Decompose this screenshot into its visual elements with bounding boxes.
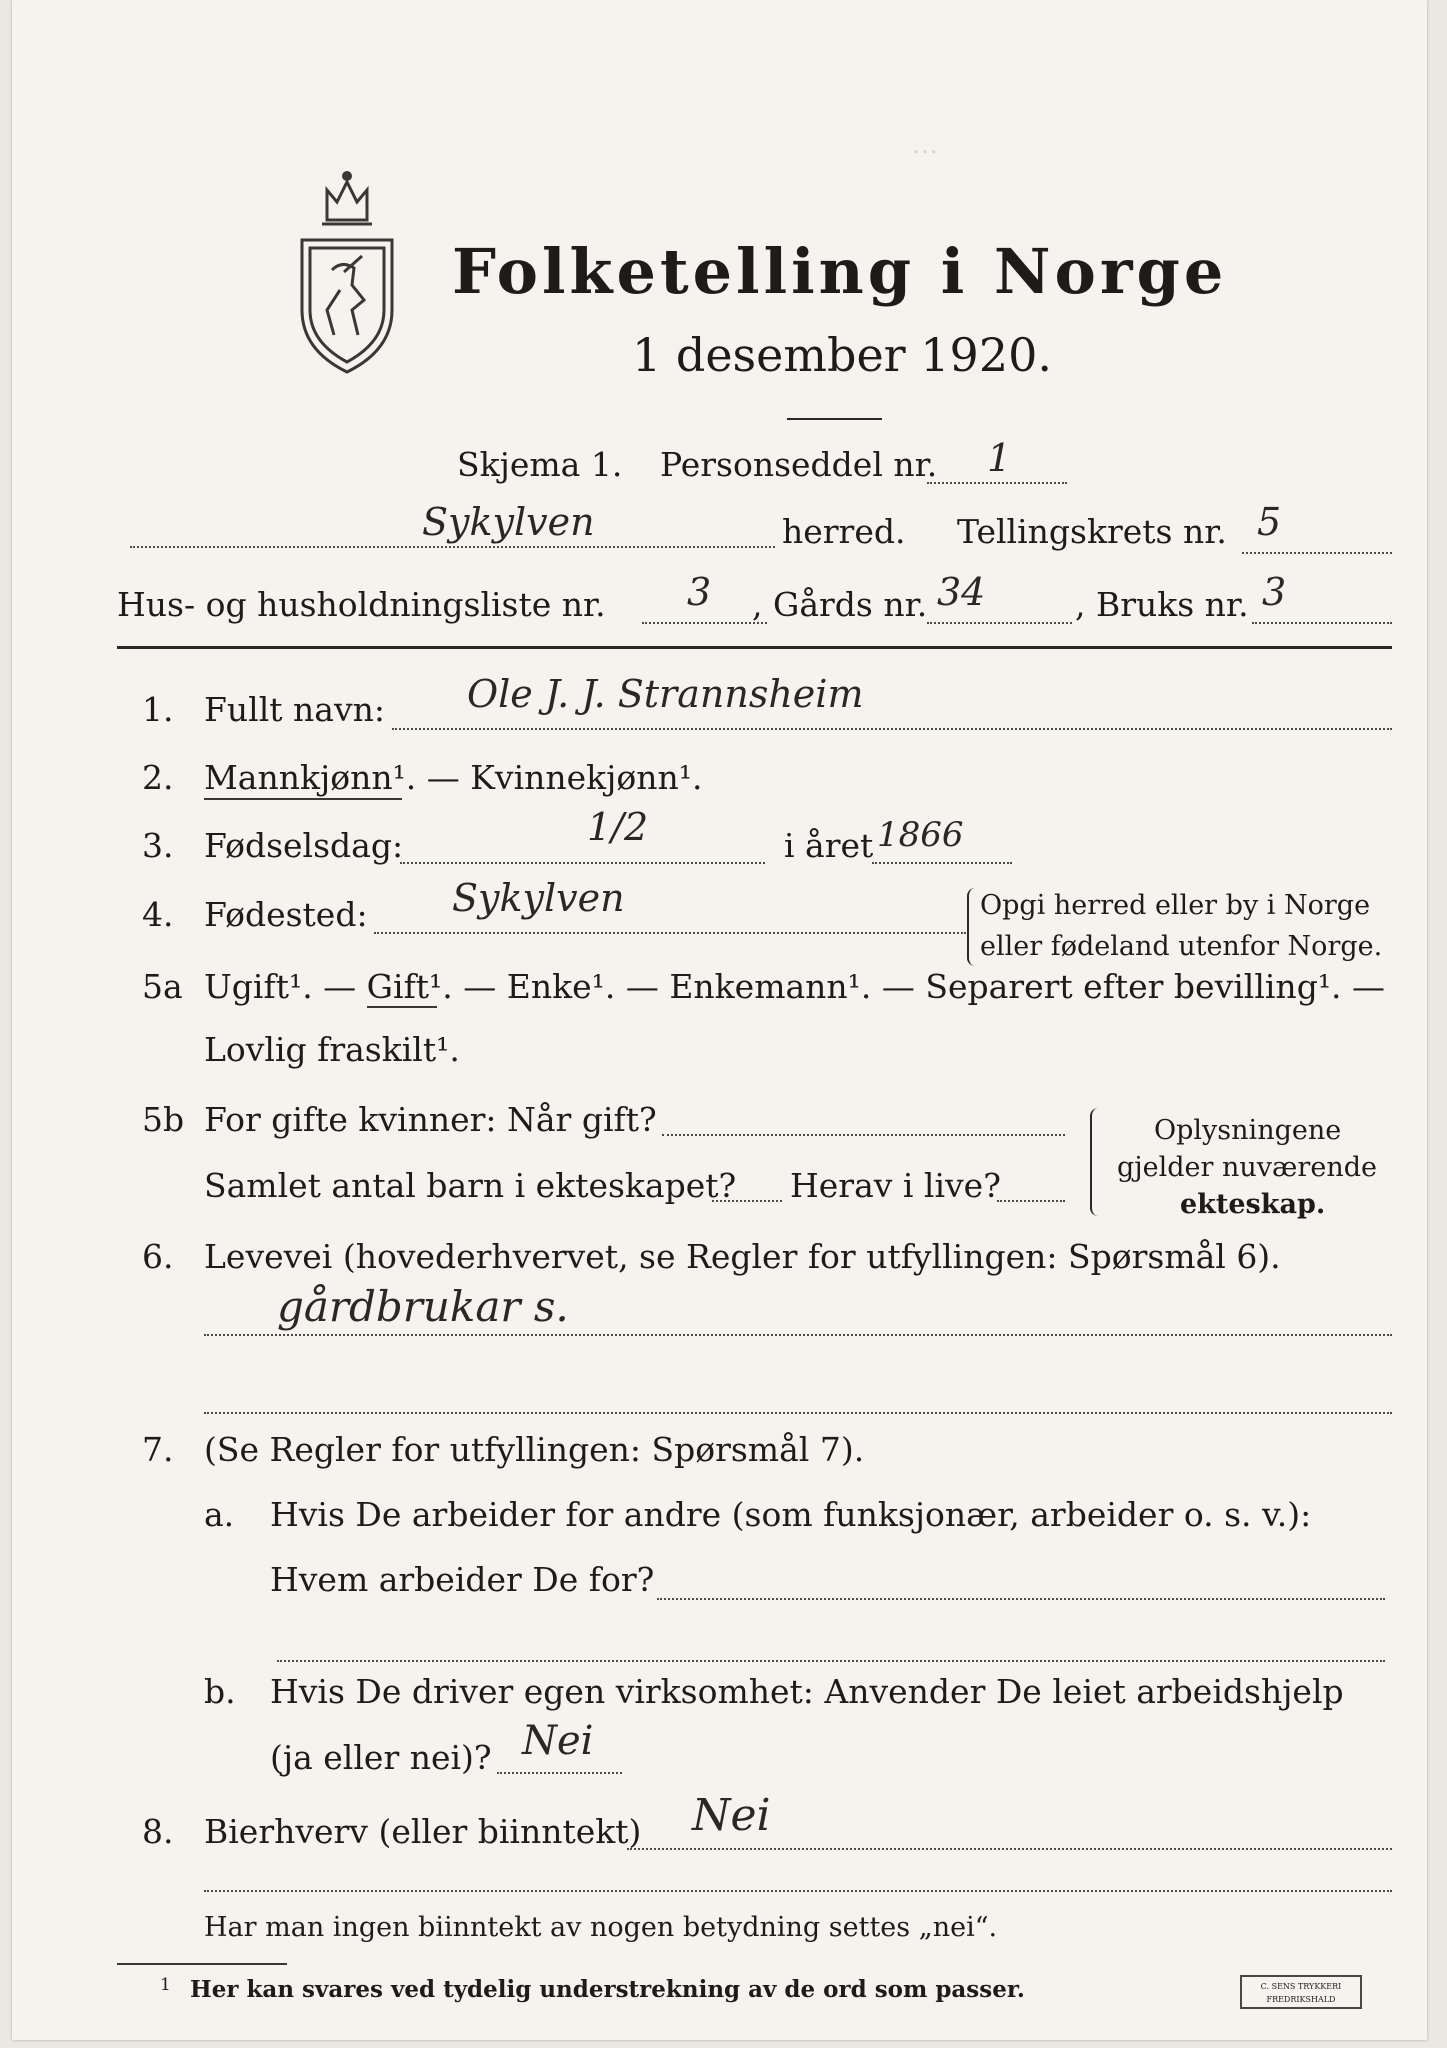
q2-underline [204, 798, 402, 800]
herred-line [130, 546, 775, 548]
q5a-number: 5a [142, 967, 183, 1006]
q5b-note-3: ekteskap. [1180, 1189, 1326, 1220]
q6-value: gårdbrukar s. [277, 1282, 569, 1331]
q3-year-value: 1866 [877, 815, 964, 855]
q5b-line-1: For gifte kvinner: Når gift? [204, 1100, 657, 1139]
personseddel-value: 1 [987, 436, 1012, 480]
q4-note-1: Opgi herred eller by i Norge [980, 890, 1371, 921]
q7a-letter: a. [204, 1495, 235, 1534]
q6-line-2 [204, 1412, 1392, 1414]
bruks-value: 3 [1262, 570, 1287, 614]
q7b-letter: b. [204, 1672, 236, 1711]
q7-number: 7. [142, 1430, 174, 1469]
printer-stamp [1240, 1975, 1362, 2009]
q3-year-label: i året [784, 826, 874, 865]
q2-number: 2. [142, 758, 174, 797]
q3-label: Fødselsdag: [204, 826, 404, 865]
title-divider [787, 418, 882, 420]
printer-stamp-line-1: C. SENS TRYKKERI [1260, 1982, 1342, 1991]
herred-label: herred. [782, 512, 906, 551]
q4-brace [967, 888, 979, 966]
q5b-note-2: gjelder nuværende [1117, 1152, 1377, 1183]
q6-number: 6. [142, 1237, 174, 1276]
footnote-mark: 1 [160, 1975, 171, 1995]
q5a-underline [367, 1006, 437, 1008]
bruks-label: , Bruks nr. [1075, 585, 1249, 624]
q4-number: 4. [142, 895, 174, 934]
q5b-note-1: Oplysningene [1154, 1115, 1342, 1146]
tellingskrets-value: 5 [1257, 500, 1282, 544]
form-title: Folketelling i Norge [452, 235, 1228, 308]
q4-note-2: eller fødeland utenfor Norge. [980, 931, 1383, 962]
q3-year-line [872, 862, 1012, 864]
bruks-line [1252, 622, 1392, 624]
q1-number: 1. [142, 690, 174, 729]
q7a-line-1: Hvis De arbeider for andre (som funksjonær, arbeider o. s. v.): [270, 1495, 1312, 1534]
q5b-line-2b: Herav i live? [790, 1166, 1001, 1205]
q7a-line-dots-2 [277, 1660, 1385, 1662]
header-rule [117, 646, 1392, 649]
hus-label: Hus- og husholdningsliste nr. [117, 585, 606, 624]
q5b-line-2b-dots [997, 1200, 1065, 1202]
q8-label: Bierhverv (eller biinntekt) [204, 1812, 642, 1851]
q5a-line-2: Lovlig fraskilt¹. [204, 1030, 460, 1069]
q3-value: 1/2 [587, 805, 649, 849]
q7-label: (Se Regler for utfyllingen: Spørsmål 7). [204, 1430, 865, 1469]
q3-line [400, 862, 765, 864]
gards-label: , Gårds nr. [752, 585, 928, 624]
tellingskrets-label: Tellingskrets nr. [957, 512, 1227, 551]
personseddel-line [927, 482, 1067, 484]
q2-label: Mannkjønn¹. — Kvinnekjønn¹. [204, 758, 703, 797]
q1-label: Fullt navn: [204, 690, 385, 729]
q3-number: 3. [142, 826, 174, 865]
form-date: 1 desember 1920. [632, 328, 1052, 382]
skjema-label: Skjema 1. [457, 445, 623, 484]
hus-line [642, 622, 767, 624]
footnote-rule [117, 1963, 287, 1965]
q6-line-1 [204, 1334, 1392, 1336]
q5b-line-2a-dots [712, 1200, 782, 1202]
gards-line [927, 622, 1072, 624]
q8-line-dots [627, 1848, 1392, 1850]
q5b-line-2a: Samlet antal barn i ekteskapet? [204, 1166, 737, 1205]
census-form [12, 0, 1427, 2040]
q4-label: Fødested: [204, 895, 368, 934]
q5b-brace [1090, 1108, 1104, 1216]
printer-stamp-line-2: FREDRIKSHALD [1266, 1995, 1336, 2004]
tellingskrets-line [1242, 552, 1392, 554]
q1-line [392, 728, 1392, 730]
personseddel-label: Personseddel nr. [660, 445, 938, 484]
q5b-number: 5b [142, 1100, 185, 1139]
q8-value: Nei [692, 1790, 771, 1841]
herred-value: Sykylven [422, 500, 595, 544]
q6-label: Levevei (hovederhvervet, se Regler for utfyllingen: Spørsmål 6). [204, 1237, 1281, 1276]
q7b-line-dots [497, 1772, 622, 1774]
bleed-through: … [912, 130, 938, 160]
q7b-value: Nei [522, 1718, 594, 1764]
q4-line [374, 932, 966, 934]
q7a-line-2: Hvem arbeider De for? [270, 1560, 655, 1599]
q4-value: Sykylven [452, 876, 625, 920]
q5b-line-1-dots [662, 1134, 1065, 1136]
q7a-line-dots [657, 1598, 1385, 1600]
q8-line-dots-2 [204, 1890, 1392, 1892]
hus-value: 3 [687, 570, 712, 614]
footnote-text: Her kan svares ved tydelig understrekning av de ord som passer. [190, 1976, 1025, 2003]
gards-value: 34 [937, 570, 986, 614]
q7b-line-1: Hvis De driver egen virksomhet: Anvender De leiet arbeidshjelp [270, 1672, 1344, 1711]
q7b-line-2: (ja eller nei)? [270, 1738, 492, 1777]
q1-value: Ole J. J. Strannsheim [467, 672, 864, 716]
nei-note: Har man ingen biinntekt av nogen betydning settes „nei“. [204, 1912, 998, 1943]
norway-coat-of-arms-icon [282, 160, 412, 380]
q8-number: 8. [142, 1812, 174, 1851]
q5a-line-1: Ugift¹. — Gift¹. — Enke¹. — Enkemann¹. — Separert efter bevilling¹. — [204, 967, 1386, 1006]
